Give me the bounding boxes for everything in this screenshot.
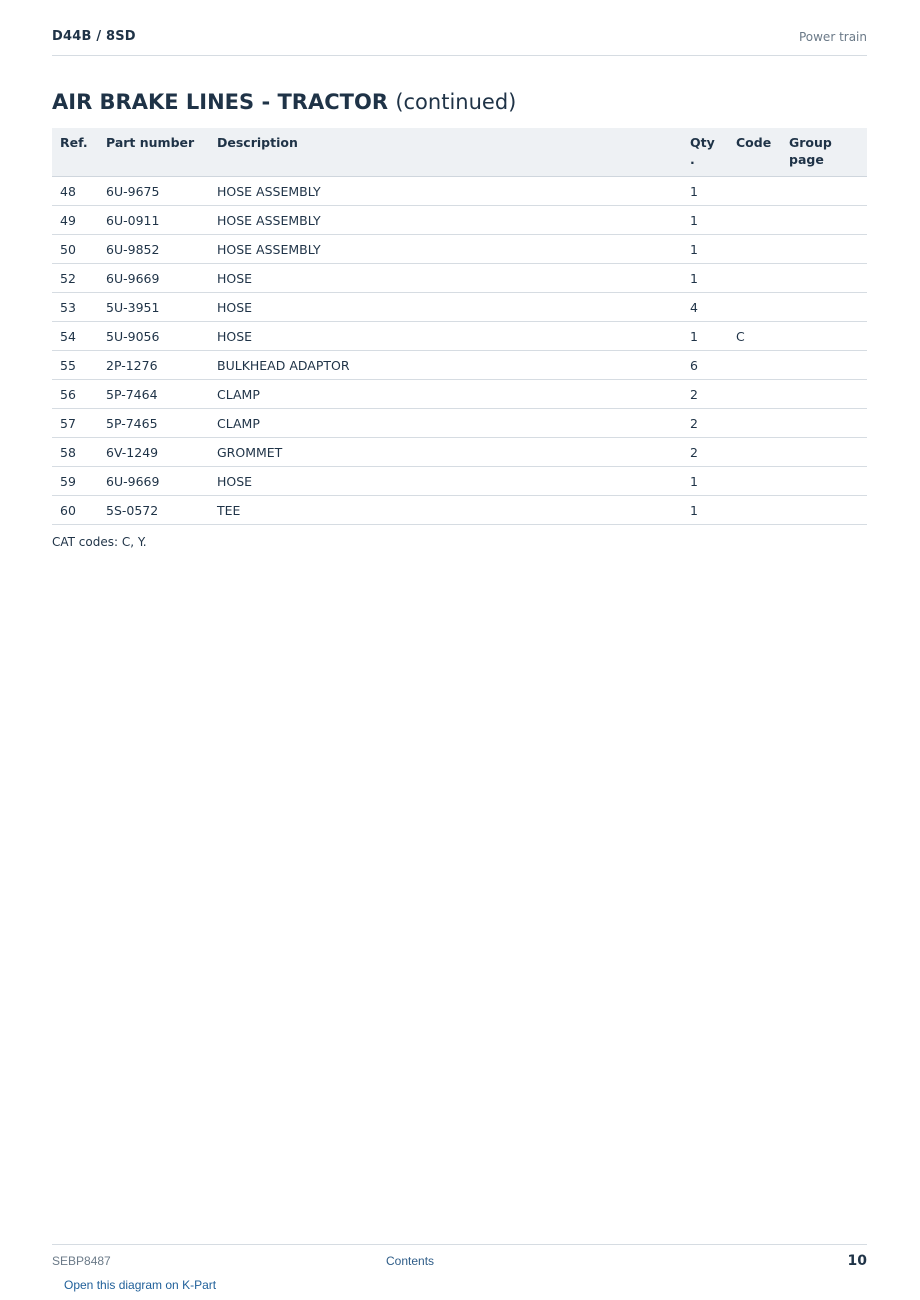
cell-code xyxy=(728,467,781,496)
cell-part-number: 6U-0911 xyxy=(98,206,209,235)
cell-group-page xyxy=(781,380,867,409)
cell-description: HOSE xyxy=(209,264,682,293)
cell-qty: 1 xyxy=(682,264,728,293)
cell-ref: 52 xyxy=(52,264,98,293)
col-header-code: Code xyxy=(728,128,781,177)
parts-table-header xyxy=(52,128,867,177)
cell-group-page xyxy=(781,177,867,206)
cell-qty: 1 xyxy=(682,177,728,206)
cell-ref: 50 xyxy=(52,235,98,264)
cell-qty: 6 xyxy=(682,351,728,380)
cell-part-number: 5U-3951 xyxy=(98,293,209,322)
cell-qty: 1 xyxy=(682,206,728,235)
cell-qty: 1 xyxy=(682,235,728,264)
cell-description: HOSE xyxy=(209,322,682,351)
cell-code xyxy=(728,496,781,525)
cell-code xyxy=(728,380,781,409)
table-row xyxy=(52,438,867,467)
cell-ref: 49 xyxy=(52,206,98,235)
cell-description: GROMMET xyxy=(209,438,682,467)
parts-table-body xyxy=(52,177,867,525)
cell-code xyxy=(728,206,781,235)
cell-code xyxy=(728,177,781,206)
cell-ref: 53 xyxy=(52,293,98,322)
page-number: 10 xyxy=(847,1253,867,1269)
cell-ref: 60 xyxy=(52,496,98,525)
col-header-part-number: Part number xyxy=(98,128,209,177)
cell-code xyxy=(728,235,781,264)
cat-codes-note: CAT codes: C, Y. xyxy=(52,535,147,549)
table-row xyxy=(52,206,867,235)
cell-group-page xyxy=(781,264,867,293)
cell-group-page xyxy=(781,293,867,322)
cell-ref: 54 xyxy=(52,322,98,351)
contents-link[interactable]: Contents xyxy=(386,1254,435,1268)
model-label: D44B / 8SD xyxy=(52,29,136,44)
cell-code: C xyxy=(728,322,781,351)
col-header-group-page: Group page xyxy=(781,128,867,177)
cell-part-number: 2P-1276 xyxy=(98,351,209,380)
table-row xyxy=(52,467,867,496)
cell-description: HOSE ASSEMBLY xyxy=(209,235,682,264)
cell-qty: 4 xyxy=(682,293,728,322)
cell-code xyxy=(728,438,781,467)
cell-description: HOSE xyxy=(209,293,682,322)
table-row xyxy=(52,322,867,351)
section-label: Power train xyxy=(798,30,867,44)
table-row xyxy=(52,409,867,438)
cell-description: CLAMP xyxy=(209,380,682,409)
cell-group-page xyxy=(781,496,867,525)
table-row xyxy=(52,293,867,322)
page-title xyxy=(52,90,516,114)
cell-group-page xyxy=(781,351,867,380)
cell-description: HOSE xyxy=(209,467,682,496)
cell-description: HOSE ASSEMBLY xyxy=(209,206,682,235)
cell-qty: 1 xyxy=(682,467,728,496)
title-suffix: (continued) xyxy=(395,90,517,114)
cell-description: BULKHEAD ADAPTOR xyxy=(209,351,682,380)
cell-ref: 56 xyxy=(52,380,98,409)
header-row xyxy=(52,128,867,177)
cell-description: HOSE ASSEMBLY xyxy=(209,177,682,206)
parts-table xyxy=(52,128,867,525)
cell-code xyxy=(728,264,781,293)
cell-part-number: 6U-9852 xyxy=(98,235,209,264)
cell-code xyxy=(728,351,781,380)
table-row xyxy=(52,496,867,525)
cell-group-page xyxy=(781,409,867,438)
cell-group-page xyxy=(781,467,867,496)
title-main: AIR BRAKE LINES - TRACTOR xyxy=(52,90,388,114)
cell-part-number: 5P-7465 xyxy=(98,409,209,438)
page-footer xyxy=(52,1244,867,1300)
cell-part-number: 6V-1249 xyxy=(98,438,209,467)
cell-part-number: 6U-9675 xyxy=(98,177,209,206)
cell-ref: 59 xyxy=(52,467,98,496)
cell-qty: 2 xyxy=(682,438,728,467)
cell-part-number: 5S-0572 xyxy=(98,496,209,525)
cell-group-page xyxy=(781,438,867,467)
cell-group-page xyxy=(781,322,867,351)
cell-qty: 2 xyxy=(682,409,728,438)
table-row xyxy=(52,235,867,264)
table-row xyxy=(52,380,867,409)
cell-code xyxy=(728,293,781,322)
page-header xyxy=(52,28,867,56)
table-row xyxy=(52,177,867,206)
table-row xyxy=(52,351,867,380)
cell-part-number: 6U-9669 xyxy=(98,264,209,293)
open-kpart-link[interactable]: Open this diagram on K-Part xyxy=(64,1278,217,1292)
cell-description: TEE xyxy=(209,496,682,525)
cell-ref: 48 xyxy=(52,177,98,206)
table-row xyxy=(52,264,867,293)
cell-qty: 2 xyxy=(682,380,728,409)
cell-part-number: 5U-9056 xyxy=(98,322,209,351)
cell-ref: 57 xyxy=(52,409,98,438)
cell-group-page xyxy=(781,235,867,264)
col-header-ref: Ref. xyxy=(52,128,98,177)
cell-qty: 1 xyxy=(682,322,728,351)
cell-ref: 55 xyxy=(52,351,98,380)
cell-ref: 58 xyxy=(52,438,98,467)
cell-part-number: 6U-9669 xyxy=(98,467,209,496)
cell-description: CLAMP xyxy=(209,409,682,438)
cell-qty: 1 xyxy=(682,496,728,525)
cell-part-number: 5P-7464 xyxy=(98,380,209,409)
col-header-description: Description xyxy=(209,128,682,177)
cell-group-page xyxy=(781,206,867,235)
col-header-qty: Qty . xyxy=(682,128,728,177)
document-code: SEBP8487 xyxy=(52,1254,111,1268)
cell-code xyxy=(728,409,781,438)
